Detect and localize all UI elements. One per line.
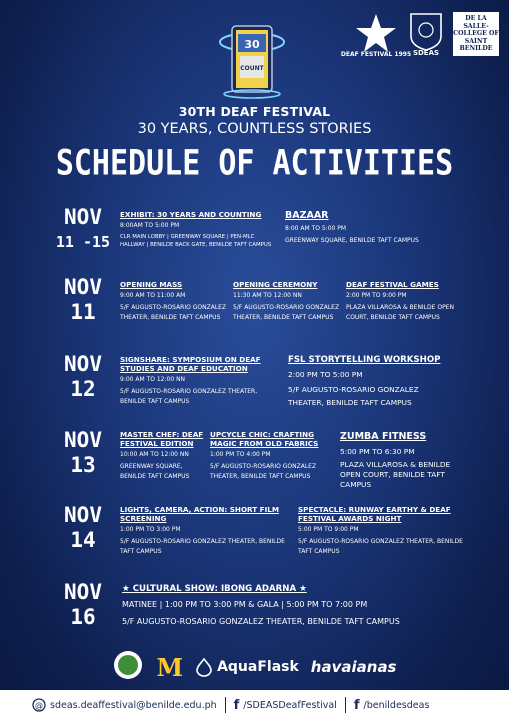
contact-footer <box>0 690 509 720</box>
date-nov-13: NOV 13 <box>64 428 102 477</box>
date-nov-14: NOV 14 <box>64 503 102 552</box>
event-opening-mass: OPENING MASS 9:00 AM TO 11:00 AM 5/F AUGUSTO-ROSARIO GONZALEZ THEATER, BENILDE TAFT CAMPUS <box>120 280 227 321</box>
event-fsl-storytelling: FSL STORYTELLING WORKSHOP 2:00 PM TO 5:00 PM 5/F AUGUSTO-ROSARIO GONZALEZ THEATER, BENILDE TAFT CAMPUS <box>288 355 441 407</box>
email-icon <box>32 698 46 712</box>
sponsor-strip <box>0 650 509 684</box>
subtitle-festival: 30TH DEAF FESTIVAL <box>178 104 331 119</box>
event-spectacle: SPECTACLE: RUNWAY EARTHY & DEAF FESTIVAL AWARDS NIGHT 5:00 PM TO 9:00 PM 5/F AUGUSTO-ROSARIO GONZALEZ THEATER, BENILDE TAFT CAMPUS <box>298 505 463 555</box>
event-upcycle-chic: UPCYCLE CHIC: CRAFTING MAGIC FROM OLD FABRICS 1:00 PM TO 4:00 PM 5/F AUGUSTO-ROSARIO GONZALEZ THEATER, BENILDE TAFT CAMPUS <box>210 430 319 480</box>
date-nov-16: NOV 16 <box>64 580 102 629</box>
subtitle-tagline: 30 YEARS, COUNTLESS STORIES <box>137 121 372 137</box>
svg-text:SDEAS: SDEAS <box>412 49 440 57</box>
event-deaf-festival-games: DEAF FESTIVAL GAMES 2:00 PM TO 9:00 PM PLAZA VILLAROSA & BENILDE OPEN COURT, BENILDE TAFT CAMPUS <box>346 280 454 321</box>
page-title: SCHEDULE OF ACTIVITIES <box>55 143 454 184</box>
sdeas-logo <box>405 12 447 56</box>
sponsor-green-logo <box>112 650 144 684</box>
footer-divider <box>345 697 346 713</box>
date-nov-12: NOV 12 <box>64 352 102 401</box>
event-exhibit: EXHIBIT: 30 YEARS AND COUNTING 8:00AM TO 5:00 PM CLR MAIN LOBBY | GREENWAY SQUARE | PEN-MLC HALLWAY | BENILDE BACK GATE, BENILDE TAFT CAMPUS <box>120 210 272 248</box>
facebook-icon: f <box>353 697 360 713</box>
event-zumba: ZUMBA FITNESS 5:00 PM TO 6:30 PM PLAZA VILLAROSA & BENILDE OPEN COURT, BENILDE TAFT CAMPUS <box>340 431 451 489</box>
dls-csb-logo: DE LA SALLE-COLLEGE OF SAINT BENILDE <box>453 12 499 56</box>
aquaflask-icon <box>195 658 213 676</box>
facebook-icon: f <box>233 697 240 713</box>
partner-logos <box>340 12 499 58</box>
svg-text:COUNT: COUNT <box>240 65 264 72</box>
event-bazaar: BAZAAR 8:00 AM TO 5:00 PM GREENWAY SQUARE, BENILDE TAFT CAMPUS <box>285 210 419 244</box>
event-signshare: SIGNSHARE: SYMPOSIUM ON DEAF STUDIES AND DEAF EDUCATION 9:00 AM TO 12:00 NN 5/F AUGUSTO-ROSARIO GONZALEZ THEATER, BENILDE TAFT CAMPUS <box>120 355 261 405</box>
event-short-film: LIGHTS, CAMERA, ACTION: SHORT FILM SCREENING 1:00 PM TO 3:00 PM 5/F AUGUSTO-ROSARIO GONZALEZ THEATER, BENILDE TAFT CAMPUS <box>120 505 285 555</box>
event-master-chef: MASTER CHEF: DEAF FESTIVAL EDITION 10:00 AM TO 12:00 NN GREENWAY SQUARE, BENILDE TAFT CAMPUS <box>120 430 204 480</box>
deaf-festival-logo <box>340 12 412 58</box>
svg-text:@: @ <box>35 701 43 710</box>
footer-facebook-sdeasdeaffestival[interactable]: f /SDEASDeafFestival <box>233 697 337 713</box>
svg-text:DEAF FESTIVAL 1995: DEAF FESTIVAL 1995 <box>340 51 412 58</box>
sponsor-mcdonalds-logo: M <box>156 652 184 682</box>
event-opening-ceremony: OPENING CEREMONY 11:30 AM TO 12:00 NN 5/F AUGUSTO-ROSARIO GONZALEZ THEATER, BENILDE TAFT CAMPUS <box>233 280 340 321</box>
footer-divider <box>225 697 226 713</box>
footer-email[interactable]: @ sdeas.deaffestival@benilde.edu.ph <box>32 698 217 712</box>
date-nov-11-15: NOV 11 -15 <box>55 205 111 251</box>
festival-badge-logo <box>218 20 286 100</box>
footer-facebook-benildesdeas[interactable]: f /benildesdeas <box>353 697 430 713</box>
svg-text:30: 30 <box>244 38 260 51</box>
sponsor-aquaflask: AquaFlask <box>195 658 299 676</box>
sponsor-havaianas: havaianas <box>310 658 397 676</box>
date-nov-11: NOV 11 <box>64 275 102 324</box>
event-cultural-show: ★ CULTURAL SHOW: IBONG ADARNA ★ MATINEE | 1:00 PM TO 3:00 PM & GALA | 5:00 PM TO 7:00 PM 5/F AUGUSTO-ROSARIO GONZALEZ THEATER, BENILDE TAFT CAMPUS <box>122 584 400 626</box>
